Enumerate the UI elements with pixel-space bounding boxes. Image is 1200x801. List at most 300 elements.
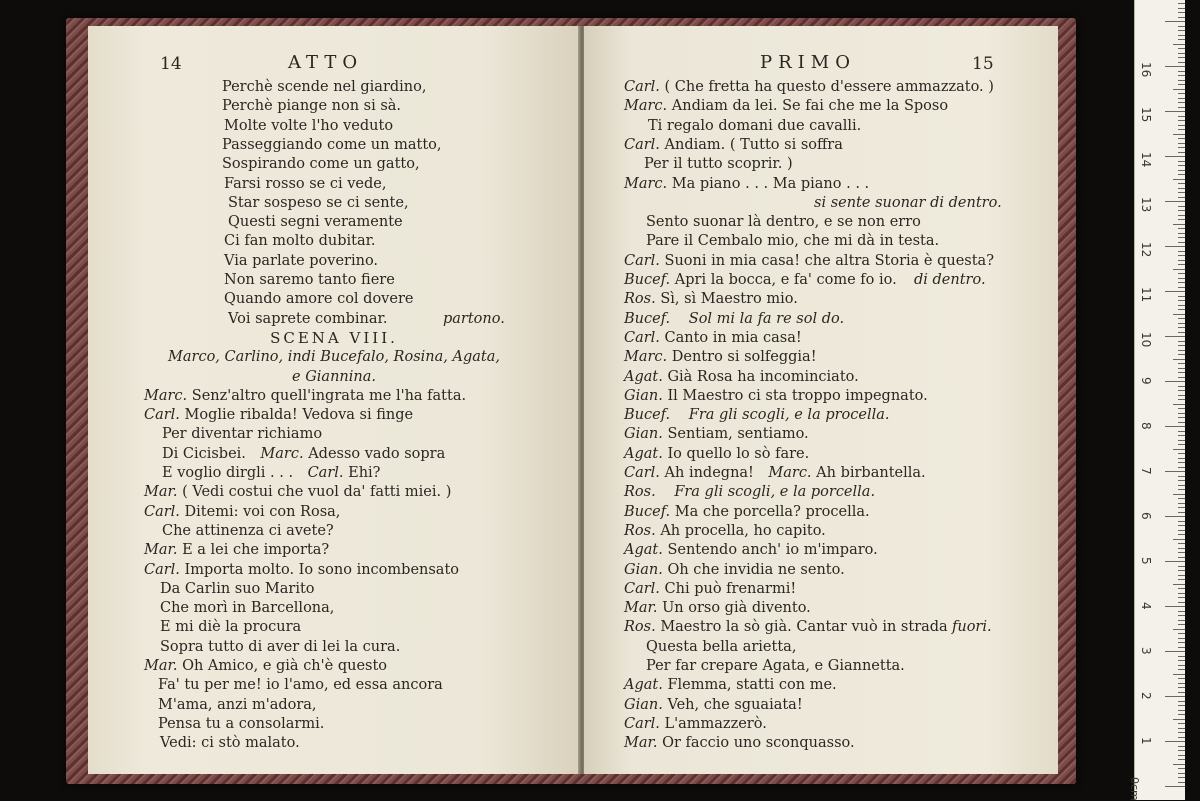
ruler-tick: [1178, 512, 1185, 513]
ruler-tick: [1178, 768, 1185, 769]
ruler-tick: [1178, 435, 1185, 436]
ruler-tick: [1178, 278, 1185, 279]
ruler-tick: [1178, 642, 1185, 643]
speaker-name: Gian.: [624, 696, 663, 713]
verse-text: Oh Amico, e già ch'è questo: [182, 658, 388, 674]
verse-text: Sospirando come un gatto,: [222, 156, 420, 173]
text-line: [162, 464, 380, 482]
verse-text: Maestro la sò già. Cantar vuò in strada: [660, 619, 948, 636]
ruler-tick: [1178, 57, 1185, 58]
ruler-tick: [1178, 260, 1185, 261]
verse-text: e Giannina.: [292, 368, 376, 385]
ruler-tick: [1178, 84, 1185, 85]
verse-text: ( Che fretta ha questo d'essere ammazzato. ): [664, 79, 994, 95]
text-line: [162, 522, 334, 540]
verse-text: Vedi: ci stò malato.: [160, 735, 300, 752]
speaker-name: Carl.: [144, 407, 180, 424]
ruler-tick: [1178, 444, 1185, 445]
text-line: [624, 387, 928, 405]
verse-text: Ci fan molto dubitar.: [224, 233, 376, 250]
verse-text: Apri la bocca, e fa' come fo io.: [674, 272, 897, 288]
verse-text: Sentiam, sentiamo.: [667, 426, 809, 443]
text-line: [624, 329, 802, 347]
speaker-name: Agat.: [624, 368, 663, 385]
ruler-tick: [1178, 534, 1185, 535]
ruler-tick: [1178, 692, 1185, 693]
verse-text: Per far crepare Agata, e Giannetta.: [646, 658, 905, 674]
ruler-tick: [1178, 309, 1185, 310]
ruler-tick: [1178, 8, 1185, 9]
verse-text: Pensa tu a consolarmi.: [158, 715, 325, 732]
ruler-tick: [1178, 165, 1185, 166]
ruler-tick: [1178, 120, 1185, 121]
text-line: [624, 599, 811, 617]
text-line: [144, 503, 340, 521]
speaker-name: Bucef.: [624, 272, 671, 288]
ruler-tick: [1173, 269, 1185, 270]
ruler-tick: [1178, 188, 1185, 189]
ruler-tick: [1178, 39, 1185, 40]
ruler-tick: [1178, 332, 1185, 333]
ruler-tick: [1178, 215, 1185, 216]
ruler-tick: [1178, 548, 1185, 549]
speaker-name: Gian.: [624, 387, 663, 404]
ruler-tick: [1165, 651, 1185, 652]
speaker-name: Carl.: [624, 136, 660, 153]
text-line: [144, 657, 387, 675]
ruler-tick: [1165, 786, 1185, 787]
ruler-tick: [1178, 363, 1185, 364]
text-line: [158, 715, 324, 733]
ruler-number: 5: [1139, 557, 1153, 565]
ruler-tick: [1178, 206, 1185, 207]
text-line: [144, 483, 451, 501]
text-line: [160, 618, 301, 636]
ruler-tick: [1178, 399, 1185, 400]
ruler-tick: [1178, 714, 1185, 715]
text-line: [624, 175, 869, 193]
text-line: [624, 580, 796, 598]
ruler-tick: [1178, 12, 1185, 13]
ruler-tick: [1178, 192, 1185, 193]
ruler-tick: [1178, 507, 1185, 508]
text-line: [646, 638, 796, 656]
ruler-number: 11: [1139, 287, 1153, 303]
right-running-head: PRIMO: [760, 52, 856, 73]
text-line: [160, 599, 334, 617]
text-line: [646, 213, 921, 231]
speaker-name: Bucef.: [624, 407, 671, 424]
left-running-head: ATTO: [288, 52, 364, 73]
ruler-tick: [1178, 728, 1185, 729]
ruler-tick: [1165, 336, 1185, 337]
speaker-name: Agat.: [624, 677, 663, 694]
ruler-tick: [1178, 665, 1185, 666]
verse-text: Di Cicisbei.: [162, 445, 246, 462]
text-line: [624, 368, 859, 386]
verse-text: Sentendo anch' io m'imparo.: [667, 542, 878, 559]
verse-text: Quando amore col dovere: [224, 291, 414, 308]
text-line: [160, 734, 300, 752]
ruler-tick: [1178, 633, 1185, 634]
ruler-tick: [1173, 89, 1185, 90]
text-line: [624, 464, 926, 482]
ruler-tick: [1165, 111, 1185, 112]
text-line: [160, 580, 315, 598]
ruler-tick: [1178, 152, 1185, 153]
ruler-tick: [1173, 179, 1185, 180]
ruler-tick: [1165, 21, 1185, 22]
text-line: [222, 78, 426, 96]
verse-text: Già Rosa ha incominciato.: [667, 368, 859, 385]
verse-text: Flemma, statti con me.: [667, 677, 837, 694]
verse-text: Io quello lo sò fare.: [667, 445, 810, 462]
ruler-tick: [1178, 372, 1185, 373]
speaker-name: Ros.: [624, 522, 656, 539]
verse-text: SCENA VIII.: [270, 328, 398, 347]
text-line: [160, 638, 400, 656]
ruler-tick: [1178, 755, 1185, 756]
text-line: [624, 503, 870, 521]
speaker-name: Marc.: [260, 445, 304, 462]
ruler-tick: [1178, 462, 1185, 463]
ruler-tick: [1165, 291, 1185, 292]
verse-text: E voglio dirgli . . .: [162, 465, 294, 481]
verse-text: Ah indegna!: [664, 465, 754, 481]
ruler-number: 2: [1139, 692, 1153, 700]
ruler-tick: [1178, 624, 1185, 625]
ruler-number: 6: [1139, 512, 1153, 520]
verse-text: Suoni in mia casa! che altra Storia è questa?: [664, 252, 994, 269]
ruler-tick: [1178, 233, 1185, 234]
speaker-name: Mar.: [624, 600, 658, 617]
ruler-tick: [1178, 273, 1185, 274]
text-line: [222, 97, 401, 115]
stage-direction: fuori.: [952, 619, 992, 636]
text-line: [228, 310, 505, 328]
speaker-name: Agat.: [624, 445, 663, 462]
verse-text: Passeggiando come un matto,: [222, 136, 442, 153]
speaker-name: Carl.: [624, 465, 660, 481]
ruler-tick: [1173, 584, 1185, 585]
verse-text: Per diventar richiamo: [162, 426, 323, 443]
left-page-text: [88, 26, 580, 774]
ruler-tick: [1178, 669, 1185, 670]
ruler-tick: [1178, 431, 1185, 432]
text-line: [162, 425, 322, 443]
ruler-tick: [1178, 413, 1185, 414]
left-page: [88, 26, 580, 774]
ruler-tick: [1178, 422, 1185, 423]
stage-direction: di dentro.: [914, 272, 986, 288]
ruler-tick: [1178, 237, 1185, 238]
ruler-number: 3: [1139, 647, 1153, 655]
text-line: [624, 445, 809, 463]
verse-text: Importa molto. Io sono incombensato: [184, 561, 460, 578]
speaker-name: Mar.: [144, 658, 178, 674]
ruler-tick: [1178, 197, 1185, 198]
ruler-tick: [1178, 183, 1185, 184]
text-line: [624, 310, 844, 328]
verse-text: Che attinenza ci avete?: [162, 522, 334, 539]
ruler-tick: [1178, 129, 1185, 130]
ruler-number: 8: [1139, 422, 1153, 430]
ruler-number: 7: [1139, 467, 1153, 475]
ruler-tick: [1173, 719, 1185, 720]
ruler-number: 14: [1139, 152, 1153, 168]
text-line: [624, 734, 855, 752]
ruler-tick: [1178, 170, 1185, 171]
ruler-tick: [1178, 656, 1185, 657]
text-line: [88, 368, 580, 386]
verse-text: Canto in mia casa!: [664, 329, 802, 346]
ruler-tick: [1178, 453, 1185, 454]
text-line: [624, 483, 875, 501]
verse-text: Ma che porcella? procella.: [674, 503, 870, 520]
ruler-tick: [1178, 467, 1185, 468]
ruler-tick: [1173, 359, 1185, 360]
verse-text: Andiam. ( Tutto si soffra: [664, 136, 843, 153]
ruler-tick: [1165, 471, 1185, 472]
text-line: [624, 425, 809, 443]
ruler-tick: [1178, 602, 1185, 603]
ruler-tick: [1178, 575, 1185, 576]
verse-text: Moglie ribalda! Vedova si finge: [184, 407, 414, 424]
text-line: [648, 117, 861, 135]
ruler-number: 4: [1139, 602, 1153, 610]
ruler-tick: [1165, 426, 1185, 427]
ruler-tick: [1178, 26, 1185, 27]
ruler-tick: [1178, 620, 1185, 621]
ruler-tick: [1178, 660, 1185, 661]
ruler-tick: [1178, 579, 1185, 580]
ruler-tick: [1173, 674, 1185, 675]
text-line: [144, 541, 329, 559]
ruler-tick: [1178, 710, 1185, 711]
ruler-number: 15: [1139, 107, 1153, 123]
text-line: [144, 561, 459, 579]
text-line: [624, 252, 994, 270]
verse-text: Pare il Cembalo mio, che mi dà in testa.: [646, 233, 940, 250]
ruler-tick: [1178, 498, 1185, 499]
ruler-tick: [1178, 354, 1185, 355]
text-line: [162, 445, 445, 463]
ruler-tick: [1178, 30, 1185, 31]
verse-text: E mi diè la procura: [160, 619, 302, 636]
text-line: [624, 561, 845, 579]
ruler-number: 10: [1139, 332, 1153, 348]
ruler-tick: [1178, 638, 1185, 639]
ruler-tick: [1173, 134, 1185, 135]
verse-text: Andiam da lei. Se fai che me la Sposo: [671, 98, 949, 115]
ruler-tick: [1173, 314, 1185, 315]
right-page-text: [584, 26, 1058, 774]
ruler-tick: [1178, 102, 1185, 103]
ruler-number: 12: [1139, 242, 1153, 258]
speaker-name: Carl.: [307, 465, 344, 481]
ruler-tick: [1178, 395, 1185, 396]
ruler-tick: [1178, 125, 1185, 126]
ruler-tick: [1178, 318, 1185, 319]
ruler-tick: [1178, 683, 1185, 684]
text-line: [224, 252, 378, 270]
ruler-tick: [1178, 390, 1185, 391]
speaker-name: Ros.: [624, 484, 656, 501]
text-line: [624, 271, 986, 289]
ruler-tick: [1165, 741, 1185, 742]
verse-text: Che morì in Barcellona,: [160, 600, 335, 617]
verse-text: Farsi rosso se ci vede,: [224, 175, 387, 192]
ruler-tick: [1178, 386, 1185, 387]
text-line: [624, 676, 837, 694]
text-line: [222, 136, 441, 154]
ruler-unit-label: 0cm: [1128, 777, 1141, 801]
stage-direction: si sente suonar di dentro.: [814, 194, 1002, 211]
ruler-tick: [1178, 746, 1185, 747]
text-line: [144, 387, 466, 405]
verse-text: Sopra tutto di aver di lei la cura.: [160, 638, 401, 655]
verse-text: Adesso vado sopra: [308, 445, 446, 462]
speaker-name: Carl.: [144, 503, 180, 520]
ruler-tick: [1178, 341, 1185, 342]
speaker-name: Mar.: [144, 542, 178, 559]
speaker-name: Carl.: [624, 252, 660, 269]
ruler-tick: [1178, 143, 1185, 144]
text-line: [624, 290, 798, 308]
ruler-tick: [1178, 701, 1185, 702]
ruler-tick: [1178, 458, 1185, 459]
ruler-tick: [1178, 305, 1185, 306]
ruler-tick: [1178, 282, 1185, 283]
ruler-tick: [1178, 323, 1185, 324]
ruler-tick: [1173, 224, 1185, 225]
verse-text: Dentro si solfeggia!: [671, 349, 817, 366]
verse-text: Marco, Carlino, indi Bucefalo, Rosina, Agata,: [168, 349, 500, 366]
text-line: [624, 715, 767, 733]
ruler-tick: [1178, 345, 1185, 346]
ruler-tick: [1178, 53, 1185, 54]
ruler-tick: [1178, 71, 1185, 72]
ruler-tick: [1178, 759, 1185, 760]
verse-text: L'ammazzerò.: [664, 715, 767, 732]
text-line: [624, 348, 817, 366]
ruler-tick: [1178, 264, 1185, 265]
verse-text: Sì, sì Maestro mio.: [660, 291, 798, 308]
ruler-tick: [1165, 66, 1185, 67]
text-line: [228, 213, 403, 231]
ruler-tick: [1165, 381, 1185, 382]
text-line: [158, 696, 317, 714]
speaker-name: Ros.: [624, 291, 656, 308]
ruler-tick: [1178, 368, 1185, 369]
text-line: [644, 155, 793, 173]
ruler-tick: [1178, 705, 1185, 706]
stage-direction: Sol mi la fa re sol do.: [688, 310, 845, 327]
measurement-ruler: [1128, 0, 1185, 801]
ruler-tick: [1178, 80, 1185, 81]
stage-direction: Fra gli scogli, e la procella.: [688, 407, 890, 424]
verse-text: Un orso già divento.: [662, 600, 811, 617]
ruler-tick: [1178, 777, 1185, 778]
text-line: [624, 522, 826, 540]
verse-text: Ti regalo domani due cavalli.: [648, 117, 862, 134]
ruler-tick: [1178, 543, 1185, 544]
verse-text: E a lei che importa?: [182, 542, 330, 559]
text-line: [158, 676, 443, 694]
speaker-name: Carl.: [624, 79, 660, 95]
ruler-tick: [1178, 525, 1185, 526]
ruler-tick: [1178, 377, 1185, 378]
verse-text: Per il tutto scoprir. ): [644, 156, 793, 173]
ruler-tick: [1178, 737, 1185, 738]
ruler-tick: [1178, 287, 1185, 288]
left-page-number: 14: [160, 54, 182, 74]
ruler-tick: [1178, 327, 1185, 328]
ruler-tick: [1165, 516, 1185, 517]
ruler-tick: [1178, 485, 1185, 486]
text-line: [624, 541, 878, 559]
verse-text: Ah procella, ho capito.: [660, 522, 826, 539]
speaker-name: Bucef.: [624, 310, 671, 327]
speaker-name: Mar.: [624, 735, 658, 752]
speaker-name: Marc.: [624, 175, 668, 192]
verse-text: ( Vedi costui che vuol da' fatti miei. ): [182, 484, 452, 501]
text-line: [624, 618, 992, 636]
ruler-tick: [1178, 417, 1185, 418]
ruler-tick: [1178, 566, 1185, 567]
verse-text: Fa' tu per me! io l'amo, ed essa ancora: [158, 677, 443, 694]
ruler-tick: [1178, 75, 1185, 76]
speaker-name: Mar.: [144, 484, 178, 501]
ruler-tick: [1178, 255, 1185, 256]
ruler-tick: [1165, 201, 1185, 202]
ruler-tick: [1178, 732, 1185, 733]
verse-text: Questi segni veramente: [228, 214, 403, 231]
verse-text: Non saremo tanto fiere: [224, 272, 395, 288]
text-line: [624, 136, 843, 154]
verse-text: Voi saprete combinar.: [228, 310, 388, 327]
ruler-tick: [1173, 764, 1185, 765]
stage-direction: partono.: [443, 310, 505, 327]
stage-direction: Fra gli scogli, e la porcella.: [674, 484, 876, 501]
ruler-tick: [1178, 687, 1185, 688]
ruler-tick: [1178, 93, 1185, 94]
speaker-name: Ros.: [624, 619, 656, 636]
ruler-tick: [1178, 782, 1185, 783]
ruler-tick: [1165, 696, 1185, 697]
verse-text: Perchè scende nel giardino,: [222, 79, 427, 95]
ruler-tick: [1178, 116, 1185, 117]
speaker-name: Carl.: [144, 561, 180, 578]
ruler-tick: [1165, 561, 1185, 562]
text-line: [624, 97, 948, 115]
ruler-tick: [1173, 449, 1185, 450]
text-line: [224, 271, 395, 289]
ruler-tick: [1178, 476, 1185, 477]
speaker-name: Marc.: [624, 349, 668, 366]
ruler-tick: [1178, 3, 1185, 4]
ruler-tick: [1178, 48, 1185, 49]
verse-text: Perchè piange non si sà.: [222, 98, 402, 115]
verse-text: Star sospeso se ci sente,: [228, 194, 409, 211]
verse-text: Or faccio uno sconquasso.: [662, 735, 855, 752]
ruler-tick: [1178, 521, 1185, 522]
speaker-name: Marc.: [144, 387, 188, 404]
ruler-tick: [1178, 678, 1185, 679]
ruler-tick: [1178, 480, 1185, 481]
speaker-name: Marc.: [768, 465, 812, 481]
ruler-tick: [1178, 723, 1185, 724]
